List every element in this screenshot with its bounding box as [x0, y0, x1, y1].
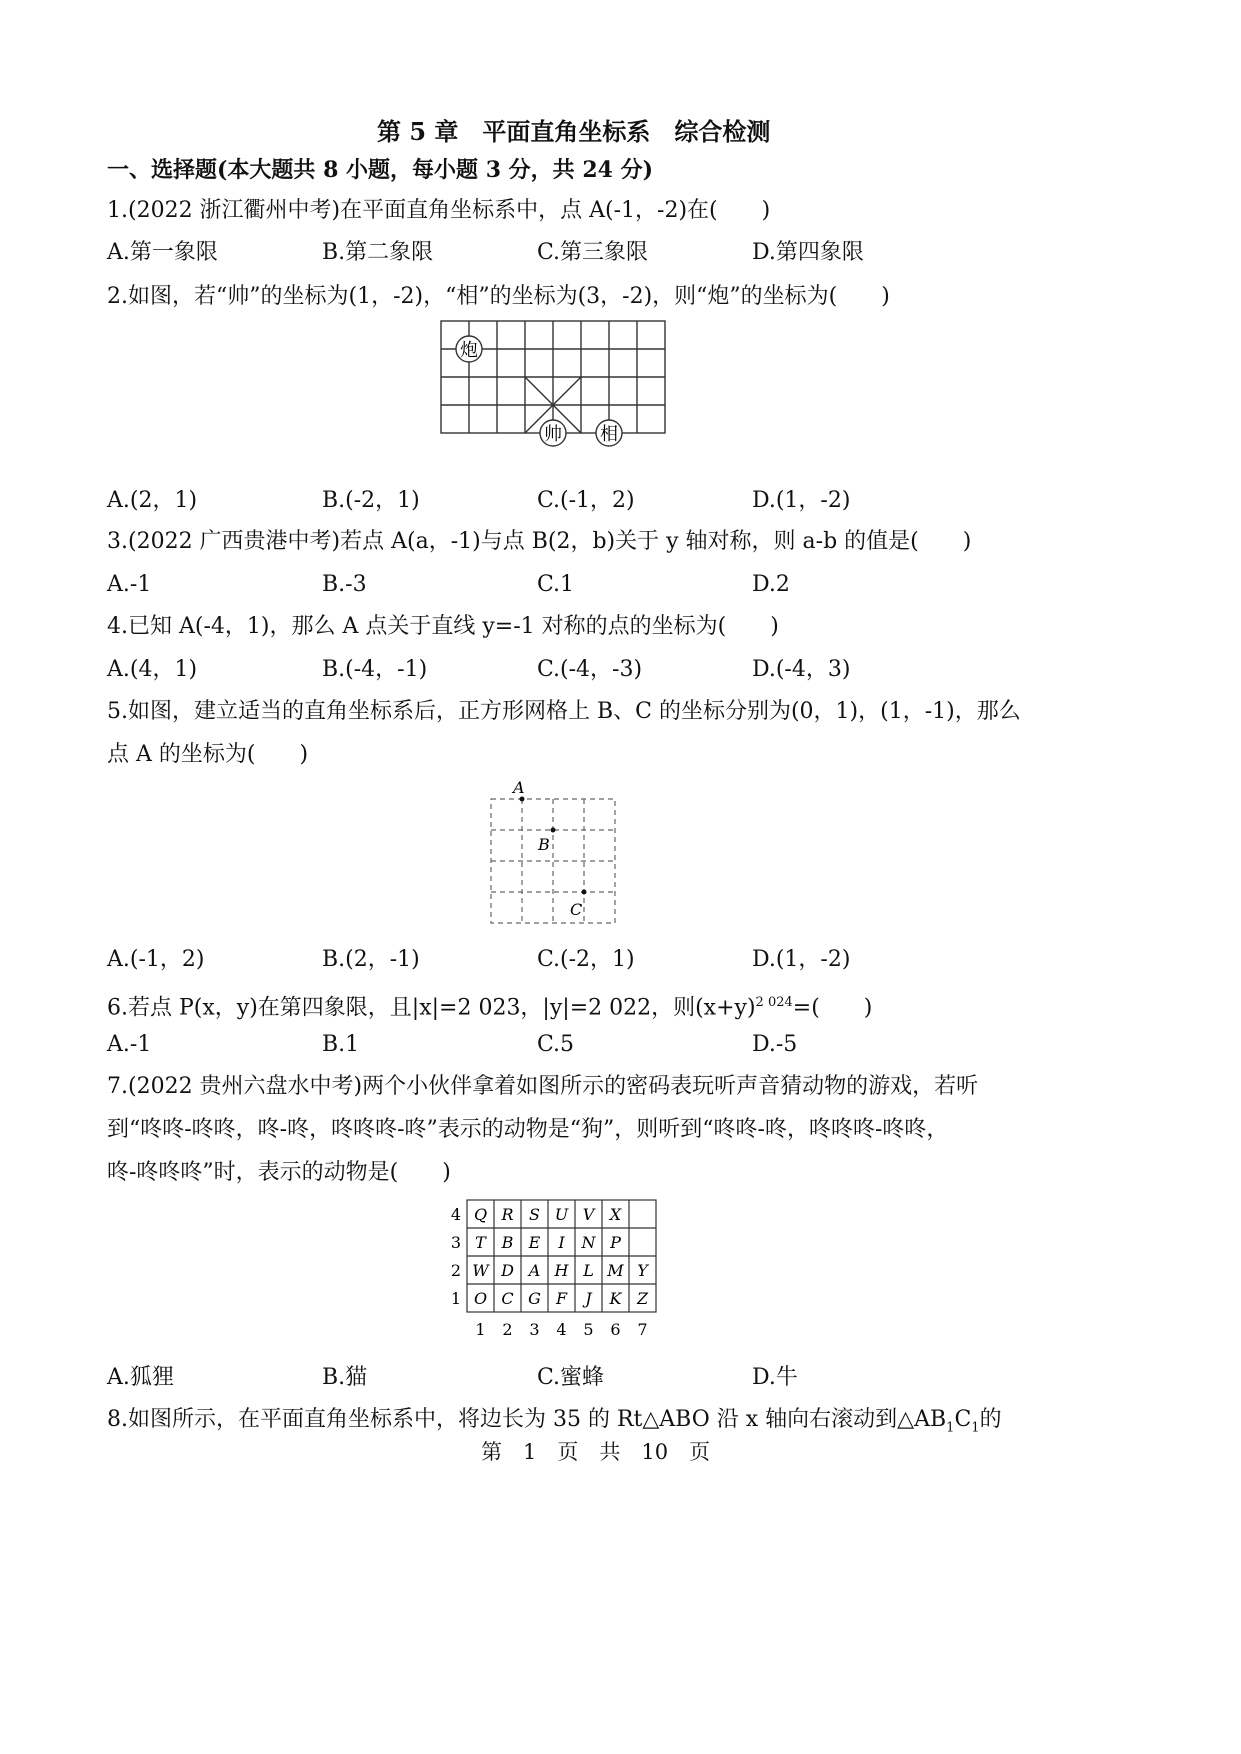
- page-title: 第 5 章 平面直角坐标系 综合检测: [377, 117, 771, 146]
- cipher-col-label: 6: [610, 1320, 621, 1339]
- cipher-cell: Z: [636, 1289, 649, 1308]
- q1-option-a: A.第一象限: [107, 240, 218, 265]
- q4-option-d: D.(-4，3): [752, 657, 851, 682]
- q3-option-a: A.-1: [107, 572, 152, 597]
- cipher-cell: V: [582, 1205, 595, 1224]
- section-heading: 一、选择题(本大题共 8 小题，每小题 3 分，共 24 分): [107, 157, 654, 183]
- cipher-row-label: 4: [450, 1205, 462, 1224]
- q3-option-c: C.1: [537, 572, 575, 597]
- q2-option-a: A.(2，1): [107, 488, 198, 513]
- cipher-cell: U: [554, 1205, 569, 1224]
- cipher-cell: Q: [473, 1205, 488, 1224]
- cipher-row-label: 1: [450, 1289, 462, 1308]
- cipher-cell: W: [472, 1261, 489, 1280]
- page-footer: 第 1 页 共 10 页: [481, 1440, 711, 1464]
- question-7-stem-line3: 咚-咚咚咚”时，表示的动物是( ): [107, 1160, 451, 1185]
- question-5-stem-line2: 点 A 的坐标为( ): [107, 742, 309, 767]
- q3-option-b: B.-3: [322, 572, 367, 597]
- cipher-cell: G: [528, 1289, 541, 1308]
- cipher-cell: C: [501, 1289, 514, 1308]
- cipher-cell: S: [529, 1205, 540, 1224]
- q6-option-a: A.-1: [107, 1032, 152, 1057]
- q2-option-d: D.(1，-2): [752, 488, 851, 513]
- q8-sub-c: 1: [971, 1420, 980, 1436]
- q4-option-b: B.(-4，-1): [322, 657, 428, 682]
- cipher-col-label: 3: [529, 1320, 540, 1339]
- cipher-cell: I: [558, 1233, 565, 1252]
- point-label-b: B: [538, 835, 550, 854]
- cipher-cell: L: [583, 1261, 594, 1280]
- q6-stem-end: =( ): [792, 995, 873, 1021]
- svg-text:帅: 帅: [544, 424, 562, 445]
- q6-exponent: 2 024: [755, 995, 793, 1010]
- q4-option-a: A.(4，1): [107, 657, 198, 682]
- cipher-cell: P: [610, 1233, 621, 1252]
- q8-stem-end: 的: [979, 1407, 1002, 1432]
- point-label-a: A: [513, 778, 525, 797]
- q8-stem-mid: C: [954, 1407, 972, 1432]
- q3-option-d: D.2: [752, 572, 790, 597]
- q7-option-b: B.猫: [322, 1365, 368, 1390]
- cipher-col-label: 2: [502, 1320, 513, 1339]
- q8-stem-main: 8.如图所示，在平面直角坐标系中，将边长为 35 的 Rt△ABO 沿 x 轴向右滚动到△AB: [107, 1407, 947, 1432]
- cipher-cell: N: [581, 1233, 596, 1252]
- cipher-cell: K: [609, 1289, 622, 1308]
- cipher-row-label: 2: [450, 1261, 462, 1280]
- cipher-cell: R: [501, 1205, 514, 1224]
- cipher-col-label: 5: [583, 1320, 594, 1339]
- chess-board-figure: [436, 318, 672, 456]
- cipher-cell: T: [475, 1233, 486, 1252]
- cipher-cell: X: [609, 1205, 622, 1224]
- cipher-cell: B: [501, 1233, 514, 1252]
- question-7-stem-line1: 7.(2022 贵州六盘水中考)两个小伙伴拿着如图所示的密码表玩听声音猜动物的游戏，若听: [107, 1074, 979, 1099]
- q2-option-c: C.(-1，2): [537, 488, 635, 513]
- svg-text:炮: 炮: [460, 340, 478, 361]
- grid-figure-q5: [486, 776, 622, 930]
- cipher-col-label: 7: [637, 1320, 648, 1339]
- q5-option-a: A.(-1，2): [107, 947, 205, 972]
- q1-option-b: B.第二象限: [322, 240, 434, 265]
- question-6-stem: [107, 988, 872, 1023]
- piece-pao: [456, 336, 482, 362]
- cipher-cell: A: [528, 1261, 541, 1280]
- cipher-cell: J: [585, 1289, 592, 1308]
- cipher-cell: O: [473, 1289, 488, 1308]
- cipher-cell: D: [501, 1261, 514, 1280]
- cipher-cell: F: [555, 1289, 568, 1308]
- cipher-cell: H: [554, 1261, 569, 1280]
- question-3-stem: 3.(2022 广西贵港中考)若点 A(a，-1)与点 B(2，b)关于 y 轴对称，则 a-b 的值是( ): [107, 529, 972, 554]
- cipher-cell: E: [528, 1233, 541, 1252]
- q8-sub-b: 1: [946, 1420, 955, 1436]
- cipher-table-figure: [445, 1195, 665, 1340]
- q5-option-c: C.(-2，1): [537, 947, 635, 972]
- question-5-stem-line1: 5.如图，建立适当的直角坐标系后，正方形网格上 B、C 的坐标分别为(0，1)，(1，-1)，那么: [107, 699, 1021, 724]
- cipher-col-label: 4: [556, 1320, 567, 1339]
- piece-shuai: [540, 420, 566, 446]
- cipher-col-label: 1: [475, 1320, 486, 1339]
- q1-option-c: C.第三象限: [537, 240, 649, 265]
- q6-option-d: D.-5: [752, 1032, 798, 1057]
- question-1-stem: 1.(2022 浙江衢州中考)在平面直角坐标系中，点 A(-1，-2)在( ): [107, 198, 771, 223]
- svg-text:相: 相: [600, 424, 618, 445]
- question-2-stem: 2.如图，若“帅”的坐标为(1，-2)，“相”的坐标为(3，-2)，则“炮”的坐标为( ): [107, 284, 890, 309]
- q7-option-c: C.蜜蜂: [537, 1365, 605, 1390]
- q1-option-d: D.第四象限: [752, 240, 864, 265]
- cipher-cell: M: [607, 1261, 624, 1280]
- q7-option-a: A.狐狸: [107, 1365, 174, 1390]
- question-7-stem-line2: 到“咚咚-咚咚，咚-咚，咚咚咚-咚”表示的动物是“狗”，则听到“咚咚-咚，咚咚咚-咚咚，: [107, 1117, 949, 1142]
- q5-option-d: D.(1，-2): [752, 947, 851, 972]
- point-label-c: C: [570, 900, 583, 919]
- q7-option-d: D.牛: [752, 1365, 798, 1390]
- q2-option-b: B.(-2，1): [322, 488, 420, 513]
- q4-option-c: C.(-4，-3): [537, 657, 643, 682]
- cipher-cell: Y: [637, 1261, 648, 1280]
- cipher-row-label: 3: [450, 1233, 462, 1252]
- q6-option-b: B.1: [322, 1032, 360, 1057]
- piece-xiang: [596, 420, 622, 446]
- q6-option-c: C.5: [537, 1032, 575, 1057]
- q6-stem-main: 6.若点 P(x，y)在第四象限，且|x|=2 023，|y|=2 022，则(x+y): [107, 995, 756, 1021]
- q5-option-b: B.(2，-1): [322, 947, 420, 972]
- question-4-stem: 4.已知 A(-4，1)，那么 A 点关于直线 y=-1 对称的点的坐标为( ): [107, 614, 779, 639]
